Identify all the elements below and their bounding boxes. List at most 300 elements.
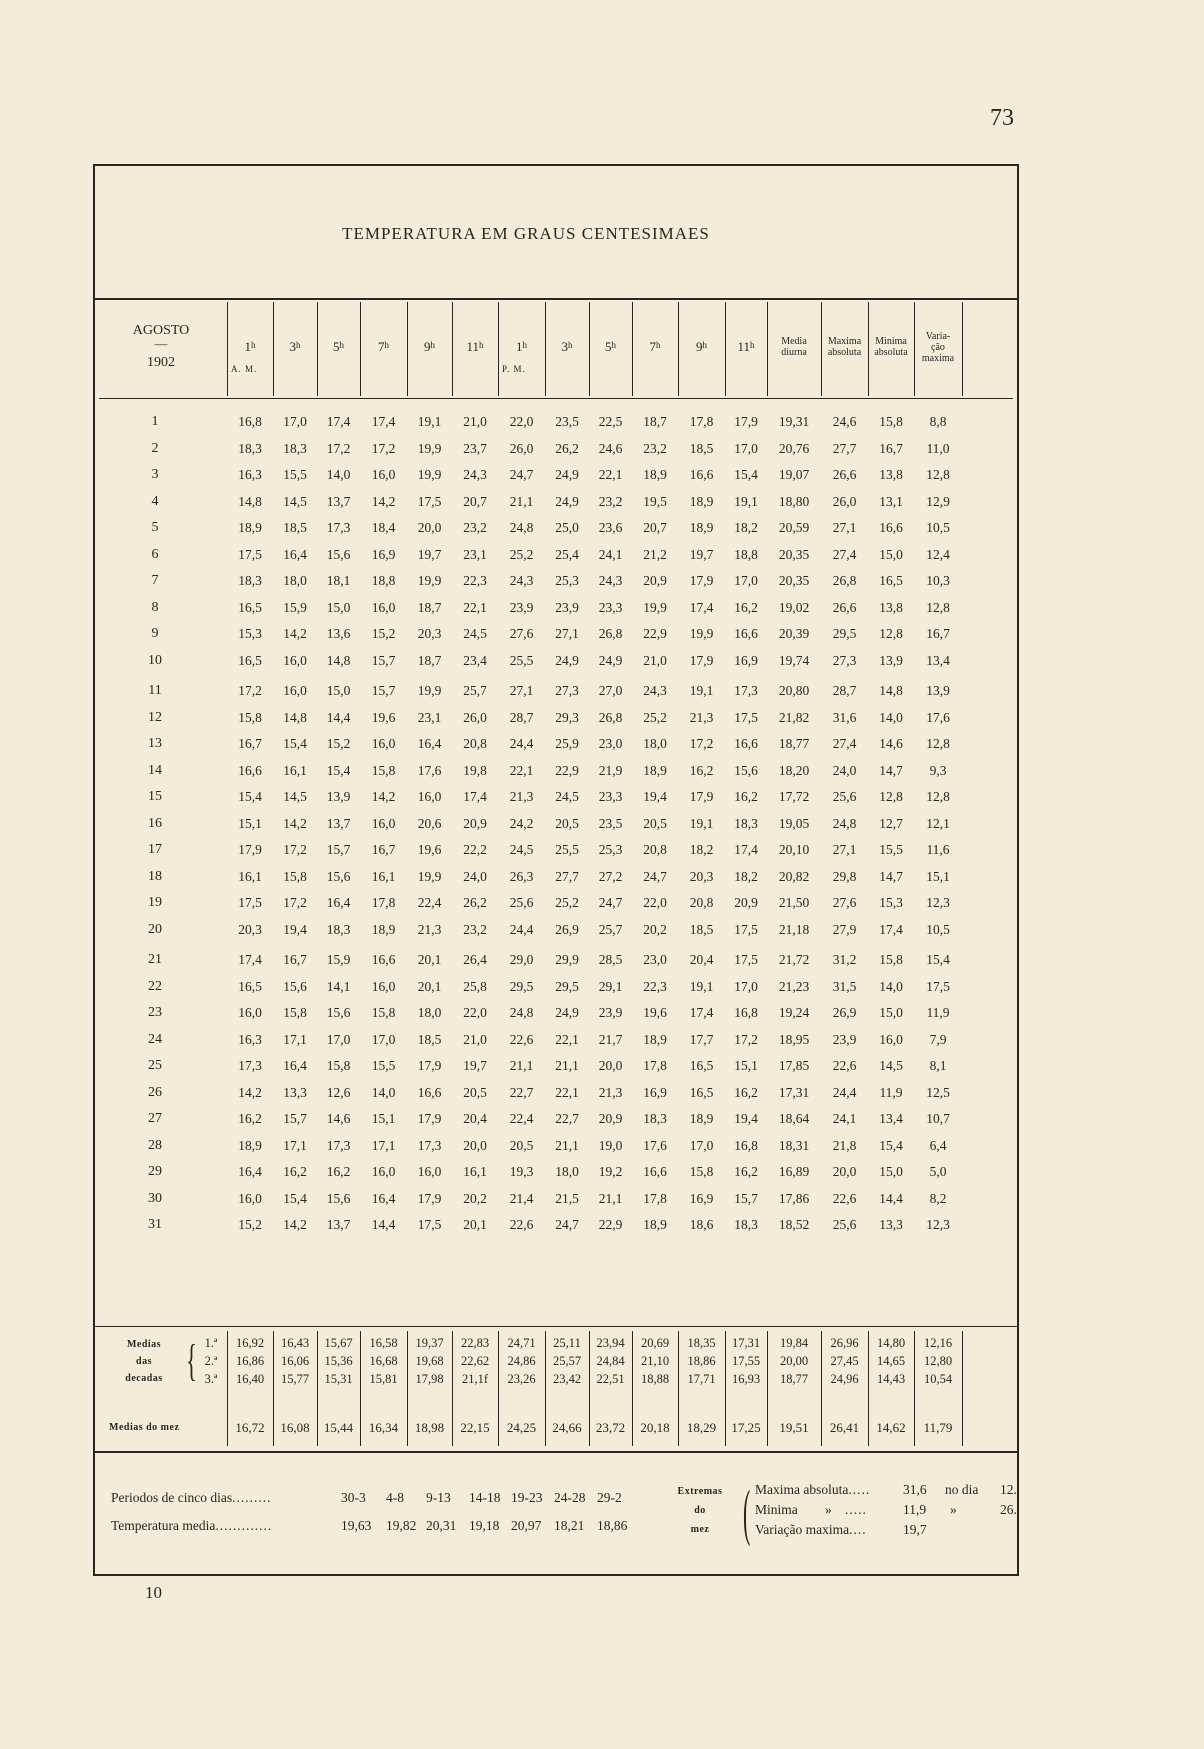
table-cell: 19,74 xyxy=(778,652,810,668)
temperatura-media-cell: 20,97 xyxy=(511,1518,542,1533)
table-cell: 16,5 xyxy=(238,978,262,994)
table-cell: 27,2 xyxy=(598,868,623,884)
table-cell: 13,9 xyxy=(326,789,351,804)
decada-cell: 15,81 xyxy=(369,1372,398,1386)
medias-mez-cell: 20,18 xyxy=(640,1420,670,1435)
decada-cell: 16,58 xyxy=(369,1336,398,1350)
table-row xyxy=(95,947,1017,973)
table-cell: 15,8 xyxy=(283,1005,307,1020)
decada-tag: 2.ª xyxy=(204,1354,218,1368)
table-cell: 14,8 xyxy=(879,683,903,698)
table-row xyxy=(95,621,1017,647)
table-cell: 16,7 xyxy=(238,736,262,751)
table-cell: 17,4 xyxy=(463,789,487,804)
table-cell: 17,8 xyxy=(371,895,396,910)
column-divider xyxy=(452,302,453,396)
table-cell: 16,2 xyxy=(734,599,758,615)
table-cell: 15,2 xyxy=(371,626,396,641)
table-cell: 16,6 xyxy=(734,626,758,641)
table-cell: 24,5 xyxy=(509,842,534,857)
table-cell: 27,6 xyxy=(832,895,857,910)
table-cell: 15,7 xyxy=(371,683,396,698)
table-cell: 15,6 xyxy=(283,978,307,994)
header-year: 1902 xyxy=(147,355,175,370)
table-cell: 20,0 xyxy=(598,1058,623,1073)
table-cell: 14,0 xyxy=(326,467,351,482)
header-dash: — xyxy=(154,336,168,351)
decada-cell: 24,96 xyxy=(830,1372,859,1386)
table-cell: 7,9 xyxy=(929,1031,947,1047)
table-cell: 17,1 xyxy=(283,1137,307,1153)
table-row xyxy=(95,489,1017,515)
table-cell: 17,9 xyxy=(417,1190,442,1206)
header-media-diurna: Media diurna xyxy=(781,336,807,358)
table-title: TEMPERATURA EM GRAUS CENTESIMAES xyxy=(342,224,710,243)
table-cell: 17,9 xyxy=(238,842,262,857)
table-cell: 21,4 xyxy=(509,1190,534,1206)
decada-cell: 24,71 xyxy=(507,1336,536,1350)
table-cell: 16,0 xyxy=(371,599,396,615)
table-cell: 15,0 xyxy=(879,546,903,562)
table-cell: 17,4 xyxy=(238,952,262,967)
table-cell: 16,5 xyxy=(238,599,262,615)
decada-cell: 17,71 xyxy=(687,1372,716,1386)
table-cell: 20,2 xyxy=(463,1190,487,1206)
table-cell: 11,6 xyxy=(926,842,950,857)
table-cell: 14,2 xyxy=(238,1084,262,1100)
table-cell: 22,1 xyxy=(598,467,623,482)
table-cell: 23,0 xyxy=(598,736,623,751)
table-row xyxy=(95,1027,1017,1053)
table-cell: 15,8 xyxy=(879,952,903,967)
table-cell: 14,5 xyxy=(879,1058,903,1073)
table-cell: 15,0 xyxy=(326,599,351,615)
table-cell: 16,8 xyxy=(734,1137,758,1153)
table-cell: 16,8 xyxy=(734,1005,758,1020)
table-cell: 18,7 xyxy=(417,599,442,615)
table-cell: 23,5 xyxy=(555,414,579,429)
footer xyxy=(95,1452,1017,1572)
table-cell: 12,9 xyxy=(926,493,950,509)
table-cell: 17,2 xyxy=(238,683,262,698)
table-row xyxy=(95,595,1017,621)
table-cell: 28,7 xyxy=(509,709,534,725)
table-cell: 18,9 xyxy=(689,1111,714,1126)
table-cell: 18,0 xyxy=(417,1005,442,1020)
row-day: 19 xyxy=(148,895,162,910)
table-cell: 27,3 xyxy=(555,683,579,698)
decada-tag: 3.ª xyxy=(204,1372,218,1386)
table-row xyxy=(95,462,1017,488)
table-cell: 18,5 xyxy=(417,1031,442,1047)
table-cell: 15,4 xyxy=(283,1190,307,1206)
header-hour-pm-1: 1 $^h$ xyxy=(516,339,527,354)
table-cell: 14,4 xyxy=(371,1217,396,1232)
decada-row xyxy=(95,1354,1017,1374)
table-cell: 16,1 xyxy=(283,762,307,778)
medias-mez-cell: 16,08 xyxy=(280,1420,310,1435)
table-row xyxy=(95,678,1017,704)
header-hour-pm-7: 7 $^h$ xyxy=(649,339,661,354)
table-cell: 24,1 xyxy=(598,546,623,562)
table-cell: 15,8 xyxy=(689,1164,714,1179)
table-cell: 27,3 xyxy=(832,652,857,668)
table-cell: 19,07 xyxy=(778,467,810,482)
decada-cell: 23,94 xyxy=(596,1336,625,1350)
header-hour-pm-3: 3 $^h$ xyxy=(561,339,573,354)
table-cell: 18,0 xyxy=(283,573,307,588)
periodo-cell: 30-3 xyxy=(341,1490,366,1505)
table-cell: 19,7 xyxy=(417,546,442,562)
table-cell: 16,2 xyxy=(689,762,714,778)
table-cell: 16,2 xyxy=(238,1111,262,1126)
table-cell: 20,5 xyxy=(509,1137,534,1153)
table-cell: 16,9 xyxy=(734,652,758,668)
table-cell: 21,5 xyxy=(555,1190,579,1206)
header-pm-label: P. M. xyxy=(502,364,526,374)
table-cell: 18,9 xyxy=(238,520,262,535)
table-cell: 16,8 xyxy=(238,414,262,429)
decada-cell: 17,98 xyxy=(415,1372,444,1386)
table-cell: 17,0 xyxy=(734,978,758,994)
table-cell: 13,9 xyxy=(879,652,903,668)
table-cell: 22,0 xyxy=(643,895,667,910)
row-day: 1 xyxy=(151,414,159,429)
table-cell: 23,2 xyxy=(463,921,487,937)
extremas-label: Extremas do mez xyxy=(677,1486,723,1535)
row-day: 14 xyxy=(148,762,162,778)
table-row xyxy=(95,890,1017,916)
table-cell: 15,8 xyxy=(326,1058,351,1073)
table-cell: 11,9 xyxy=(926,1005,950,1020)
decadas-brace: { xyxy=(186,1336,197,1385)
table-cell: 21,8 xyxy=(832,1137,857,1153)
table-cell: 17,0 xyxy=(734,573,758,588)
column-divider xyxy=(273,302,274,396)
table-cell: 16,89 xyxy=(778,1164,810,1179)
decada-cell: 16,06 xyxy=(280,1354,310,1368)
table-cell: 22,0 xyxy=(463,1005,487,1020)
column-divider xyxy=(360,302,361,396)
medias-mez-cell: 24,66 xyxy=(552,1420,582,1435)
table-cell: 20,4 xyxy=(463,1111,487,1126)
table-cell: 14,6 xyxy=(879,736,903,751)
row-day: 7 xyxy=(151,573,159,588)
table-cell: 16,0 xyxy=(371,736,396,751)
header-month: AGOSTO xyxy=(132,323,190,338)
table-cell: 20,9 xyxy=(734,895,758,910)
table-cell: 19,24 xyxy=(778,1005,810,1020)
table-cell: 22,4 xyxy=(509,1111,534,1126)
table-cell: 22,3 xyxy=(463,573,487,588)
table-cell: 19,9 xyxy=(417,440,442,456)
decada-cell: 10,54 xyxy=(923,1372,953,1386)
table-cell: 16,0 xyxy=(879,1031,903,1047)
table-cell: 25,9 xyxy=(555,736,579,751)
table-cell: 16,6 xyxy=(643,1164,667,1179)
table-row xyxy=(95,1212,1017,1238)
table-cell: 22,3 xyxy=(643,978,667,994)
table-cell: 6,4 xyxy=(929,1137,947,1153)
table-cell: 17,6 xyxy=(643,1137,667,1153)
table-cell: 14,6 xyxy=(326,1111,351,1126)
row-day: 20 xyxy=(148,921,162,937)
row-day: 15 xyxy=(148,789,162,804)
table-cell: 13,3 xyxy=(283,1084,307,1100)
table-cell: 14,4 xyxy=(879,1190,903,1206)
column-divider xyxy=(498,302,499,396)
table-cell: 19,9 xyxy=(417,868,442,884)
table-cell: 18,1 xyxy=(326,573,351,588)
header-hour-pm-5: 5 $^h$ xyxy=(605,339,616,354)
header-hour-pm-11: 11 $^h$ xyxy=(737,339,755,354)
table-cell: 20,3 xyxy=(417,626,442,641)
column-divider xyxy=(632,302,633,396)
table-cell: 20,76 xyxy=(778,440,810,456)
table-cell: 15,9 xyxy=(283,599,307,615)
table-cell: 22,1 xyxy=(555,1031,579,1047)
table-cell: 19,1 xyxy=(689,815,714,831)
column-divider xyxy=(914,302,915,396)
table-cell: 25,5 xyxy=(509,652,534,668)
table-cell: 19,2 xyxy=(598,1164,623,1179)
table-cell: 14,0 xyxy=(371,1084,396,1100)
table-cell: 23,7 xyxy=(463,440,487,456)
table-cell: 18,20 xyxy=(778,762,810,778)
table-cell: 23,2 xyxy=(598,493,623,509)
decada-cell: 19,37 xyxy=(415,1336,444,1350)
table-cell: 14,4 xyxy=(326,709,351,725)
table-cell: 19,8 xyxy=(463,762,487,778)
decada-cell: 18,86 xyxy=(687,1354,716,1368)
table-cell: 24,4 xyxy=(509,921,534,937)
table-cell: 17,9 xyxy=(689,573,714,588)
table-cell: 19,9 xyxy=(417,467,442,482)
table-cell: 17,2 xyxy=(371,440,396,456)
decada-cell: 18,77 xyxy=(779,1372,809,1386)
table-cell: 19,05 xyxy=(778,815,810,831)
decada-cell: 17,55 xyxy=(731,1354,761,1368)
row-day: 18 xyxy=(148,868,162,884)
medias-mez-cell: 26,41 xyxy=(829,1420,860,1435)
table-cell: 22,7 xyxy=(509,1084,534,1100)
table-cell: 24,7 xyxy=(509,467,534,482)
table-cell: 23,4 xyxy=(463,652,487,668)
table-cell: 16,1 xyxy=(463,1164,487,1179)
decada-cell: 23,26 xyxy=(507,1372,536,1386)
table-cell: 19,6 xyxy=(643,1005,667,1020)
column-divider xyxy=(545,302,546,396)
table-cell: 15,7 xyxy=(734,1190,758,1206)
table-cell: 25,0 xyxy=(555,520,579,535)
medias-mez-cell: 22,15 xyxy=(460,1420,490,1435)
table-cell: 19,6 xyxy=(417,842,442,857)
table-cell: 24,9 xyxy=(555,493,579,509)
table-cell: 26,3 xyxy=(509,868,534,884)
table-cell: 20,80 xyxy=(778,683,810,698)
header-am-label: A. M. xyxy=(231,364,258,374)
decada-cell: 24,84 xyxy=(596,1354,625,1368)
table-cell: 5,0 xyxy=(929,1164,947,1179)
table-row xyxy=(95,648,1017,674)
temperatura-media-cell: 19,18 xyxy=(469,1518,500,1533)
table-cell: 20,5 xyxy=(643,815,667,831)
table-cell: 20,0 xyxy=(832,1164,857,1179)
table-cell: 15,4 xyxy=(283,736,307,751)
table-cell: 16,5 xyxy=(689,1058,714,1073)
table-cell: 14,8 xyxy=(283,709,307,725)
table-cell: 11,9 xyxy=(879,1084,903,1100)
table-cell: 18,7 xyxy=(417,652,442,668)
table-cell: 25,3 xyxy=(555,573,579,588)
table-cell: 16,9 xyxy=(689,1190,714,1206)
medias-decadas-block xyxy=(95,1328,1017,1398)
table-cell: 20,3 xyxy=(238,921,262,937)
header-hour-am-7: 7 $^h$ xyxy=(378,339,389,354)
table-cell: 22,6 xyxy=(509,1217,534,1232)
table-cell: 18,5 xyxy=(689,921,714,937)
table-cell: 15,5 xyxy=(879,842,903,857)
table-cell: 24,6 xyxy=(832,414,857,429)
table-cell: 25,6 xyxy=(832,789,857,804)
page-number: 73 xyxy=(990,105,1014,131)
table-cell: 17,2 xyxy=(689,736,714,751)
table-cell: 9,3 xyxy=(929,762,947,778)
decada-cell: 16,93 xyxy=(731,1372,761,1386)
temperatura-media-cell: 19,82 xyxy=(386,1518,417,1533)
table-cell: 27,0 xyxy=(598,683,623,698)
table-cell: 16,2 xyxy=(283,1164,307,1179)
table-cell: 13,1 xyxy=(879,493,903,509)
table-cell: 20,7 xyxy=(463,493,487,509)
table-cell: 20,0 xyxy=(417,520,442,535)
temperatura-media-cell: 20,31 xyxy=(426,1518,457,1533)
table-cell: 22,6 xyxy=(832,1058,857,1073)
table-cell: 12,8 xyxy=(926,789,950,804)
table-cell: 26,9 xyxy=(832,1005,857,1020)
decada-tag: 1.ª xyxy=(204,1336,218,1350)
table-cell: 21,23 xyxy=(778,978,810,994)
table-cell: 20,1 xyxy=(417,952,442,967)
table-cell: 17,9 xyxy=(689,652,714,668)
table-cell: 13,7 xyxy=(326,493,351,509)
medias-mez-cell: 18,98 xyxy=(414,1420,445,1435)
decada-cell: 17,31 xyxy=(731,1336,761,1350)
decada-cell: 12,16 xyxy=(923,1336,953,1350)
header-hour-am-11: 11 $^h$ xyxy=(466,339,484,354)
table-cell: 18,77 xyxy=(778,736,810,751)
decada-cell: 15,67 xyxy=(324,1336,353,1350)
table-cell: 18,4 xyxy=(371,520,396,535)
table-cell: 12,8 xyxy=(879,789,903,804)
table-cell: 24,9 xyxy=(555,467,579,482)
table-cell: 13,7 xyxy=(326,815,351,831)
table-row xyxy=(95,1159,1017,1185)
table-cell: 15,4 xyxy=(879,1137,903,1153)
table-cell: 16,6 xyxy=(879,520,903,535)
table-cell: 14,1 xyxy=(326,978,351,994)
table-cell: 31,5 xyxy=(832,978,857,994)
table-cell: 17,2 xyxy=(326,440,351,456)
table-cell: 12,6 xyxy=(326,1084,351,1100)
table-row xyxy=(95,864,1017,890)
table-cell: 23,6 xyxy=(598,520,623,535)
table-cell: 14,2 xyxy=(283,626,307,641)
table-cell: 15,1 xyxy=(371,1111,396,1126)
decada-cell: 19,68 xyxy=(415,1354,444,1368)
row-day: 26 xyxy=(148,1084,162,1100)
table-cell: 18,2 xyxy=(734,520,758,535)
row-day: 17 xyxy=(148,842,162,857)
table-cell: 16,0 xyxy=(283,683,307,698)
table-cell: 18,3 xyxy=(734,1217,758,1232)
table-cell: 16,7 xyxy=(879,440,903,456)
table-cell: 18,2 xyxy=(689,842,714,857)
decada-cell: 16,40 xyxy=(235,1372,265,1386)
decada-cell: 18,35 xyxy=(687,1336,716,1350)
table-cell: 24,6 xyxy=(598,440,623,456)
table-cell: 31,6 xyxy=(832,709,857,725)
table-cell: 15,8 xyxy=(283,868,307,884)
table-cell: 25,4 xyxy=(555,546,579,562)
table-cell: 21,1 xyxy=(555,1137,579,1153)
table-cell: 11,0 xyxy=(926,440,950,456)
table-cell: 17,86 xyxy=(778,1190,810,1206)
decada-cell: 25,57 xyxy=(552,1354,582,1368)
table-cell: 25,6 xyxy=(832,1217,857,1232)
table-cell: 20,8 xyxy=(643,842,667,857)
table-cell: 14,0 xyxy=(879,978,903,994)
table-cell: 16,6 xyxy=(371,952,396,967)
table-cell: 29,5 xyxy=(509,978,534,994)
table-cell: 16,0 xyxy=(238,1005,262,1020)
table-cell: 24,4 xyxy=(509,736,534,751)
table-cell: 17,0 xyxy=(371,1031,396,1047)
table-cell: 14,5 xyxy=(283,789,307,804)
table-cell: 15,1 xyxy=(238,815,262,831)
extremas-brace: ( xyxy=(743,1479,751,1547)
column-divider xyxy=(868,302,869,396)
table-cell: 25,3 xyxy=(598,842,623,857)
variacao-maxima-line: Variação maxima.... 19,7 xyxy=(755,1522,927,1537)
table-cell: 15,6 xyxy=(326,1190,351,1206)
row-day: 25 xyxy=(148,1058,162,1073)
row-day: 30 xyxy=(148,1190,162,1206)
table-cell: 18,7 xyxy=(643,414,667,429)
table-cell: 13,8 xyxy=(879,467,903,482)
column-divider xyxy=(962,302,963,396)
table-cell: 17,5 xyxy=(734,952,758,967)
table-cell: 26,0 xyxy=(832,493,857,509)
row-day: 4 xyxy=(151,493,159,509)
table-cell: 27,9 xyxy=(832,921,857,937)
table-cell: 16,9 xyxy=(371,546,396,562)
table-cell: 14,5 xyxy=(283,493,307,509)
table-cell: 17,4 xyxy=(879,921,903,937)
table-row xyxy=(95,1133,1017,1159)
table-cell: 14,7 xyxy=(879,868,903,884)
table-cell: 22,1 xyxy=(463,599,487,615)
table-cell: 10,5 xyxy=(926,520,950,535)
table-cell: 21,0 xyxy=(463,1031,487,1047)
table-cell: 22,1 xyxy=(509,762,534,778)
medias-mez-cell: 11,79 xyxy=(923,1420,953,1435)
header-variacao-maxima: Varia- ção maxima xyxy=(921,330,955,364)
table-cell: 16,4 xyxy=(283,1058,307,1073)
table-cell: 19,9 xyxy=(643,599,667,615)
decada-cell: 15,36 xyxy=(324,1354,353,1368)
table-cell: 15,6 xyxy=(326,546,351,562)
